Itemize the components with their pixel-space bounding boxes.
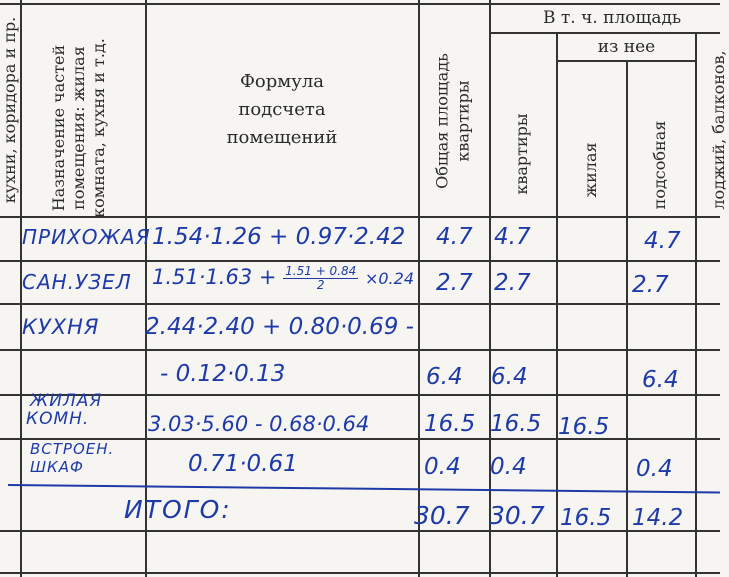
row-apartment: 4.7 bbox=[494, 224, 531, 250]
row-name-line: ВСТРОЕН. bbox=[30, 440, 115, 458]
header-apartment: квартиры bbox=[512, 113, 531, 195]
row-formula: 0.71·0.61 bbox=[188, 451, 298, 477]
grid-line bbox=[695, 32, 697, 577]
header-purpose-text: Назначение частей помещения: жилая комната, кухня и т.д. bbox=[49, 38, 108, 218]
row-name: КУХНЯ bbox=[22, 315, 100, 339]
header-total-line: квартиры bbox=[453, 80, 473, 162]
totals-apartment: 30.7 bbox=[489, 501, 545, 530]
row-name: САН.УЗЕЛ bbox=[22, 270, 132, 294]
header-total-line: Общая площадь bbox=[432, 53, 452, 189]
formula-fraction bbox=[283, 265, 358, 292]
header-formula-line: подсчета bbox=[238, 99, 326, 120]
grid-line bbox=[0, 260, 720, 262]
grid-line bbox=[0, 572, 720, 574]
row-name-line: КОМН. bbox=[26, 409, 90, 429]
totals-living: 16.5 bbox=[560, 505, 612, 531]
row-auxiliary: 2.7 bbox=[632, 272, 669, 298]
row-formula: 3.03·5.60 - 0.68·0.64 bbox=[148, 412, 370, 436]
row-living: 16.5 bbox=[558, 414, 610, 440]
grid-line bbox=[0, 303, 720, 305]
fraction-numerator: 1.51 + 0.84 bbox=[285, 263, 357, 278]
header-group-title: В т. ч. площадь bbox=[543, 8, 682, 28]
formula-part: ×0.24 bbox=[364, 269, 414, 288]
grid-line bbox=[556, 60, 696, 62]
grid-line bbox=[0, 349, 720, 351]
row-auxiliary: 4.7 bbox=[644, 228, 681, 254]
row-name-line: ЖИЛАЯ bbox=[30, 391, 103, 411]
header-formula bbox=[147, 55, 417, 165]
row-name-line: ШКАФ bbox=[30, 458, 84, 476]
header-clipped-column: кухни, коридора и пр. bbox=[0, 16, 19, 204]
grid-line bbox=[0, 530, 720, 532]
header-purpose bbox=[49, 28, 115, 228]
row-apartment: 2.7 bbox=[494, 270, 531, 296]
grid-line bbox=[556, 32, 558, 577]
row-formula: 2.44·2.40 + 0.80·0.69 - bbox=[145, 314, 414, 340]
header-loggias: лоджий, балконов, bbox=[709, 50, 728, 210]
row-formula: - 0.12·0.13 bbox=[160, 361, 286, 387]
row-total: 6.4 bbox=[426, 364, 463, 390]
row-apartment: 16.5 bbox=[490, 411, 542, 437]
row-name: ПРИХОЖАЯ bbox=[22, 225, 151, 249]
ink-underline bbox=[8, 484, 720, 493]
totals-total: 30.7 bbox=[414, 501, 470, 530]
grid-line bbox=[418, 0, 420, 577]
grid-line bbox=[0, 394, 720, 396]
row-auxiliary: 6.4 bbox=[642, 367, 679, 393]
header-formula-line: Формула bbox=[239, 71, 325, 92]
header-living: жилая bbox=[581, 142, 600, 198]
totals-label: ИТОГО: bbox=[124, 495, 232, 524]
row-total: 4.7 bbox=[436, 224, 473, 250]
row-apartment: 6.4 bbox=[491, 364, 528, 390]
row-formula bbox=[152, 264, 414, 292]
header-subgroup-title: из нее bbox=[597, 36, 656, 57]
fraction-denominator: 2 bbox=[316, 277, 325, 292]
row-total: 2.7 bbox=[436, 270, 473, 296]
header-auxiliary: подсобная bbox=[650, 120, 669, 210]
row-total: 16.5 bbox=[424, 411, 476, 437]
row-auxiliary: 0.4 bbox=[636, 456, 673, 482]
formula-part: 1.51·1.63 + bbox=[152, 265, 277, 289]
row-total: 0.4 bbox=[424, 454, 461, 480]
totals-auxiliary: 14.2 bbox=[632, 505, 684, 531]
grid-line bbox=[626, 60, 628, 577]
row-apartment: 0.4 bbox=[490, 454, 527, 480]
header-formula-line: помещений bbox=[226, 127, 338, 148]
header-total-area bbox=[432, 39, 478, 204]
row-formula: 1.54·1.26 + 0.97·2.42 bbox=[152, 224, 406, 250]
